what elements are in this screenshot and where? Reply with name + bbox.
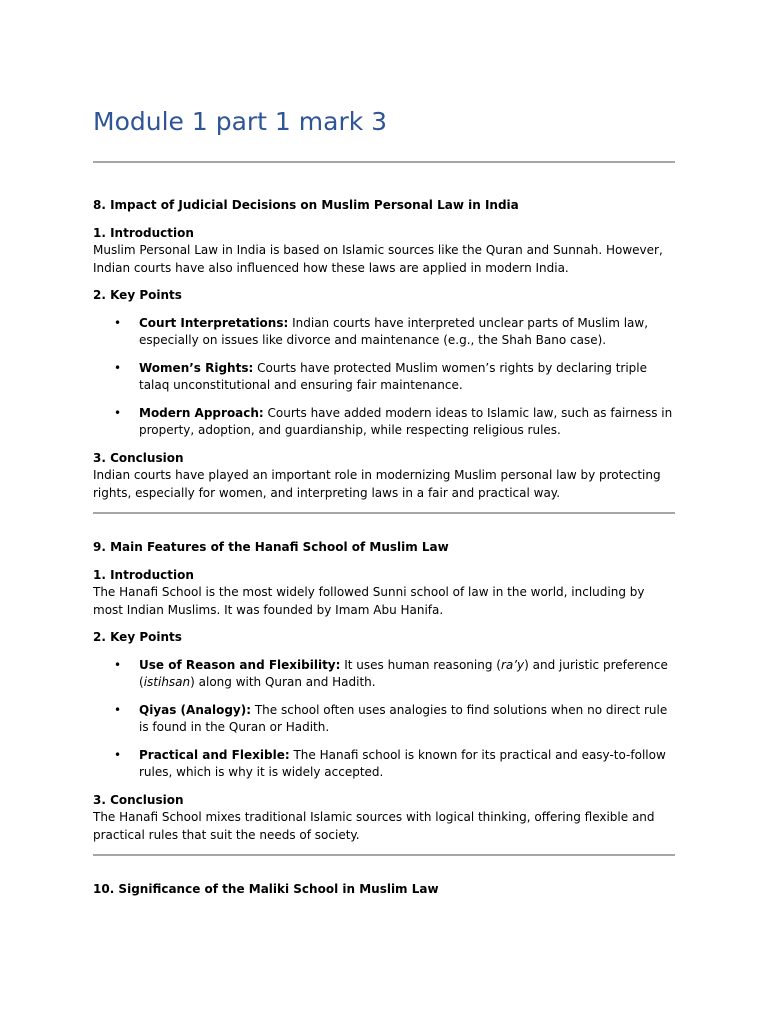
conclusion-label: 3. Conclusion	[93, 792, 184, 807]
point-text: Courts have added modern ideas to Islamic law, such as fairness in property, adoption, and guardianship, while respecting religious rules.	[139, 405, 673, 437]
key-points-list	[93, 657, 675, 782]
point-italic-term: istihsan	[143, 675, 191, 689]
intro-text: The Hanafi School is the most widely followed Sunni school of law in the world, including by most Indian Muslims. It was founded by Imam Abu Hanifa.	[93, 585, 645, 617]
list-item	[93, 747, 675, 782]
conclusion-text: The Hanafi School mixes traditional Islamic sources with logical thinking, offering flexible and practical rules that suit the needs of society.	[93, 810, 655, 842]
point-text: ) along with Quran and Hadith.	[190, 675, 376, 689]
point-term: Practical and Flexible:	[139, 747, 290, 762]
point-text: Indian courts have interpreted unclear parts of Muslim law, especially on issues like divorce and maintenance (e.g., the Shah Bano case).	[139, 315, 649, 347]
point-term: Women’s Rights:	[139, 360, 254, 375]
point-text: It uses human reasoning (	[340, 657, 501, 672]
point-term: Modern Approach:	[139, 405, 264, 420]
list-item	[93, 315, 675, 350]
section-heading: 9. Main Features of the Hanafi School of Muslim Law	[93, 540, 449, 554]
section-divider	[93, 854, 675, 856]
conclusion-text: Indian courts have played an important role in modernizing Muslim personal law by protecting rights, especially for women, and interpreting laws in a fair and practical way.	[93, 468, 661, 500]
key-points-label: 2. Key Points	[93, 288, 182, 302]
title-divider	[93, 161, 675, 163]
list-item	[93, 657, 675, 692]
bullet-icon: •	[114, 702, 122, 717]
bullet-icon: •	[114, 747, 122, 762]
intro-label: 1. Introduction	[93, 567, 194, 582]
bullet-icon: •	[114, 360, 122, 375]
intro-text: Muslim Personal Law in India is based on Islamic sources like the Quran and Sunnah. However, Indian courts have also influenced how these laws are applied in modern India.	[93, 243, 663, 275]
conclusion-label: 3. Conclusion	[93, 450, 184, 465]
section-10	[93, 881, 675, 909]
section-divider	[93, 512, 675, 514]
section-heading: 8. Impact of Judicial Decisions on Muslim Personal Law in India	[93, 198, 519, 212]
section-9	[93, 539, 675, 854]
bullet-icon: •	[114, 657, 122, 672]
list-item	[93, 405, 675, 440]
key-points-list	[93, 315, 675, 440]
section-heading: 10. Significance of the Maliki School in Muslim Law	[93, 882, 439, 896]
point-term: Use of Reason and Flexibility:	[139, 657, 341, 672]
point-text: The school often uses analogies to find solutions when no direct rule is found in the Quran or Hadith.	[139, 702, 668, 734]
bullet-icon: •	[114, 315, 122, 330]
point-term: Qiyas (Analogy):	[139, 702, 252, 717]
point-italic-term: ra’y	[500, 657, 525, 672]
section-8	[93, 197, 675, 512]
point-term: Court Interpretations:	[139, 315, 289, 330]
point-text: The Hanafi school is known for its practical and easy-to-follow rules, which is why it is widely accepted.	[139, 747, 666, 779]
intro-label: 1. Introduction	[93, 225, 194, 240]
point-text: Courts have protected Muslim women’s rights by declaring triple talaq unconstitutional and ensuring fair maintenance.	[139, 360, 648, 392]
list-item	[93, 360, 675, 395]
bullet-icon: •	[114, 405, 122, 420]
page-title: Module 1 part 1 mark 3	[93, 107, 388, 136]
key-points-label: 2. Key Points	[93, 630, 182, 644]
point-text: ) and juristic preference (	[139, 657, 668, 689]
list-item	[93, 702, 675, 737]
